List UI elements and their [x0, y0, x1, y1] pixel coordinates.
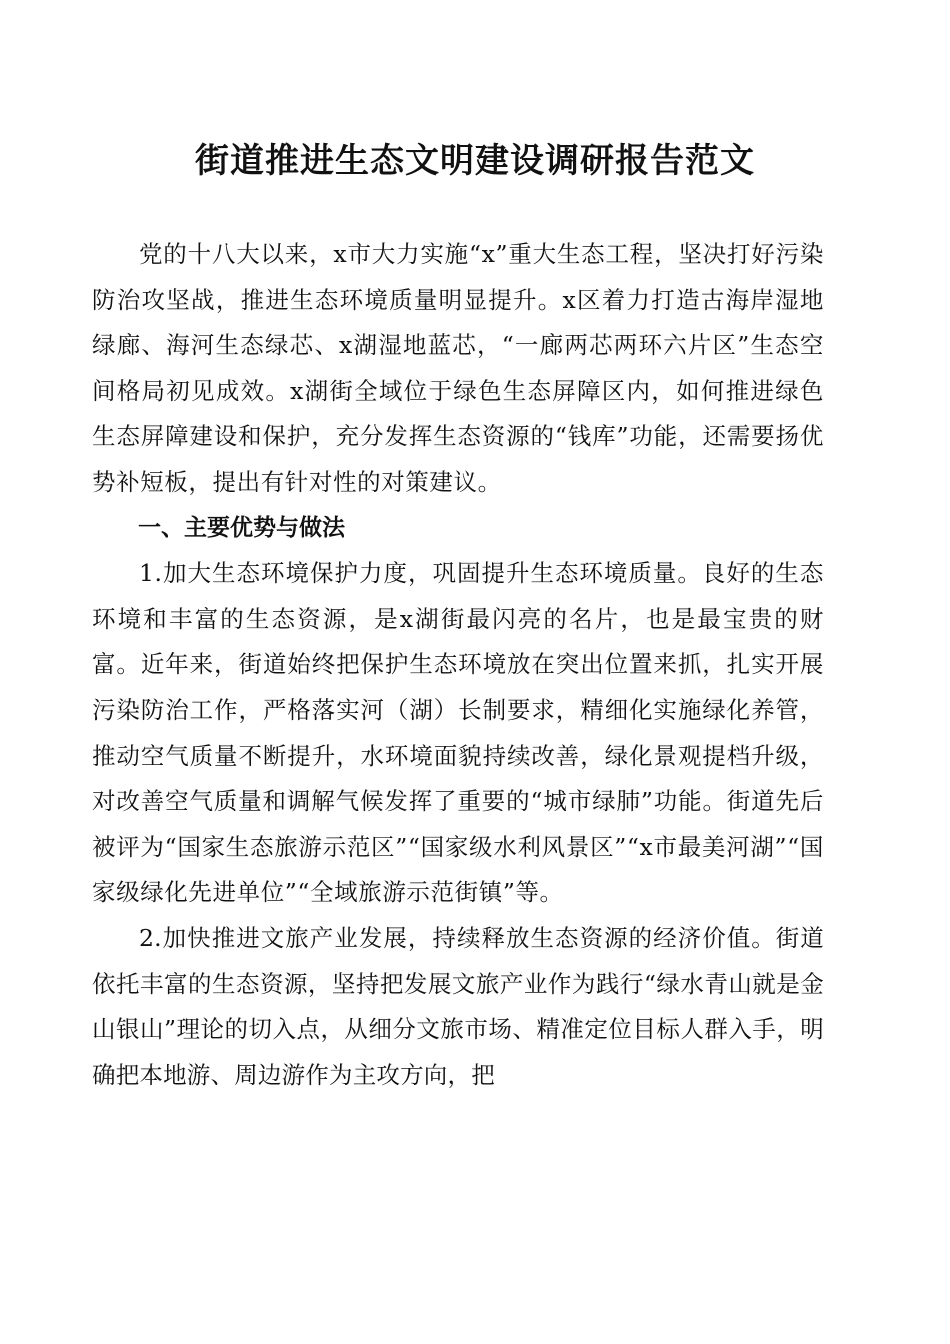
intro-paragraph: 党的十八大以来，x市大力实施“x”重大生态工程，坚决打好污染防治攻坚战，推进生态环境质量明显提升。x区着力打造古海岸湿地绿廊、海河生态绿芯、x湖湿地蓝芯，“一廊两芯两环六片区”生态空间格局初见成效。x湖街全域位于绿色生态屏障区内，如何推进绿色生态屏障建设和保护，充分发挥生态资源的“钱库”功能，还需要扬优势补短板，提出有针对性的对策建议。: [92, 240, 824, 496]
section-heading: 一、主要优势与做法: [138, 514, 345, 541]
item-paragraph-1: 1.加大生态环境保护力度，巩固提升生态环境质量。良好的生态环境和丰富的生态资源，是x湖街最闪亮的名片，也是最宝贵的财富。近年来，街道始终把保护生态环境放在突出位置来抓，扎实开展污染防治工作，严格落实河（湖）长制要求，精细化实施绿化养管，推动空气质量不断提升，水环境面貌持续改善，绿化景观提档升级，对改善空气质量和调解气候发挥了重要的“城市绿肺”功能。街道先后被评为“国家生态旅游示范区”“国家级水利风景区”“x市最美河湖”“国家级绿化先进单位”“全域旅游示范街镇”等。: [92, 559, 824, 907]
document-body: [92, 232, 824, 1098]
document-title: 街道推进生态文明建设调研报告范文: [195, 141, 755, 181]
item-paragraph-2: 2.加快推进文旅产业发展，持续释放生态资源的经济价值。街道依托丰富的生态资源，坚持把发展文旅产业作为践行“绿水青山就是金山银山”理论的切入点，从细分文旅市场、精准定位目标人群入手，明确把本地游、周边游作为主攻方向，把: [92, 923, 824, 1089]
